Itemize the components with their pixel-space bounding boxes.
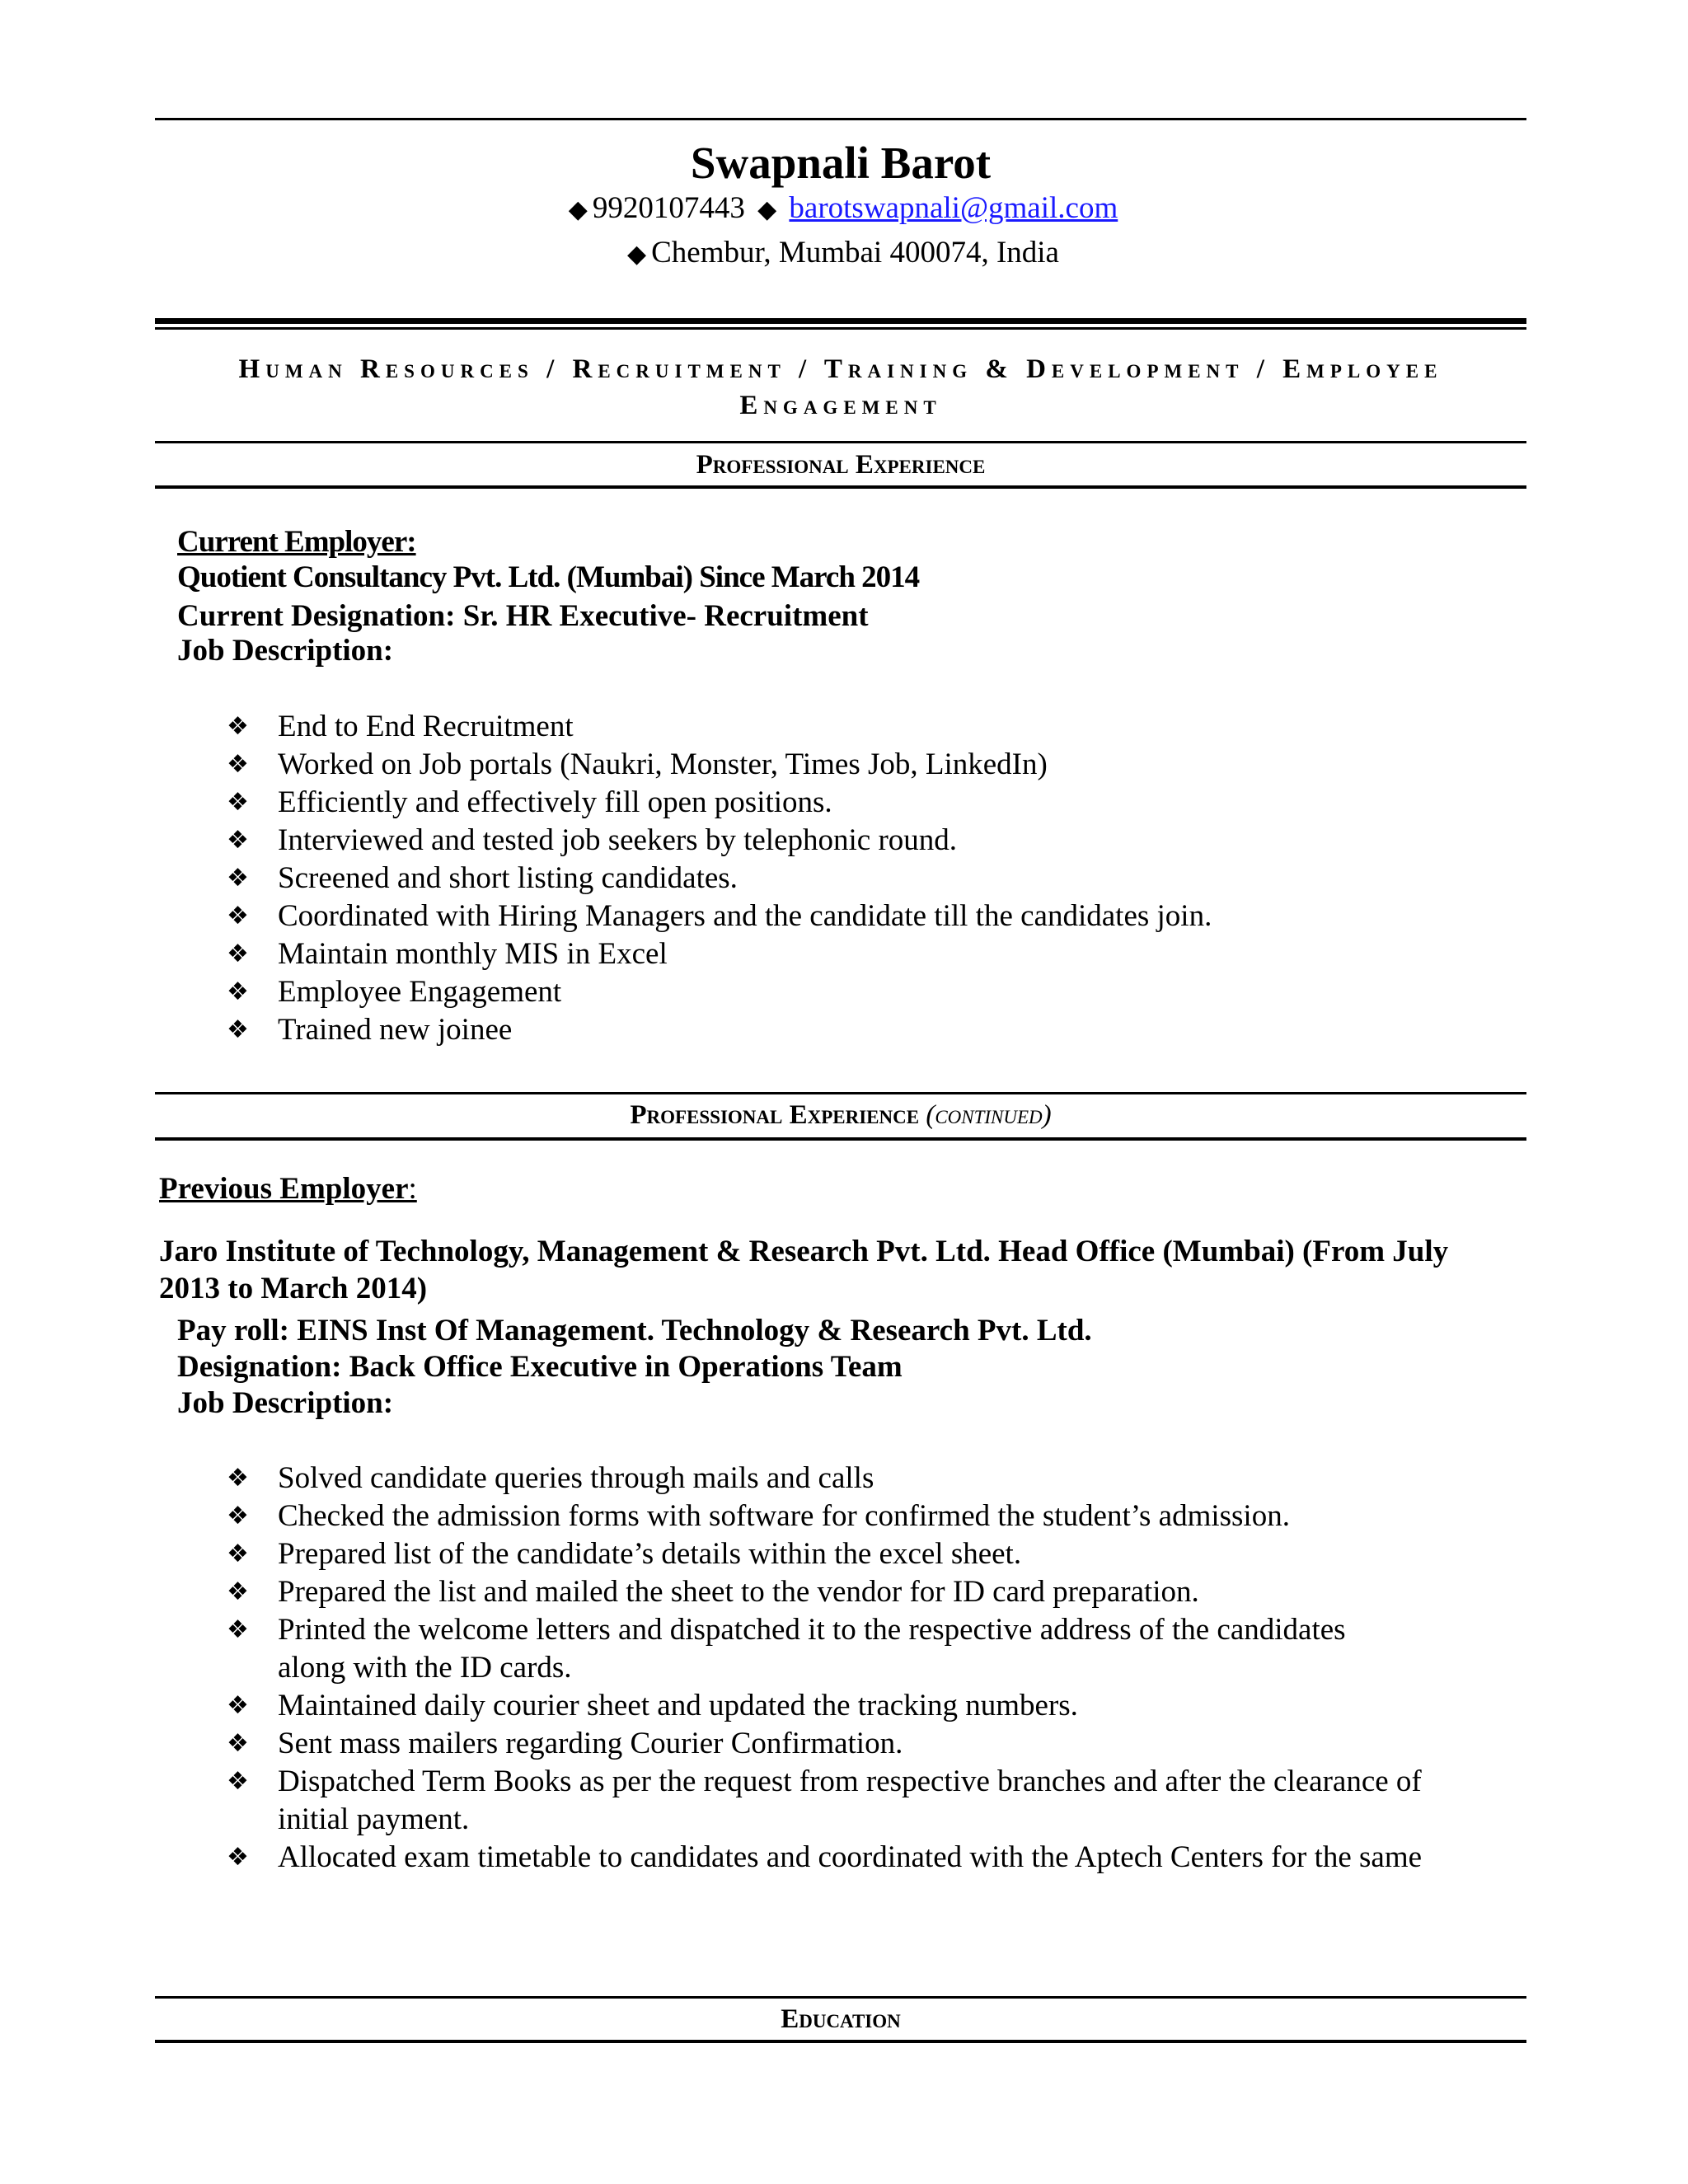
diamond-icon: ◆ bbox=[568, 195, 588, 224]
list-item: ❖ Maintain monthly MIS in Excel bbox=[227, 935, 1512, 973]
list-item: ❖ Employee Engagement bbox=[227, 973, 1512, 1011]
list-item: ❖ Sent mass mailers regarding Courier Confirmation. bbox=[227, 1725, 1479, 1763]
bullet-icon: ❖ bbox=[227, 1015, 249, 1044]
previous-company: Jaro Institute of Technology, Management & Research Pvt. Ltd. Head Office (Mumbai) (From July 2013 to March 2014) bbox=[159, 1235, 1449, 1305]
phone-number: 9920107443 bbox=[592, 191, 745, 225]
section-rule bbox=[155, 441, 1526, 443]
bullet-icon: ❖ bbox=[227, 977, 249, 1006]
bullet-icon: ❖ bbox=[227, 1843, 249, 1872]
list-item: ❖ Prepared list of the candidate’s details within the excel sheet. bbox=[227, 1535, 1479, 1573]
bullet-icon: ❖ bbox=[227, 864, 249, 893]
header-rule-thick bbox=[155, 318, 1526, 324]
bullet-icon: ❖ bbox=[227, 1577, 249, 1606]
continued-note: (continued) bbox=[926, 1100, 1052, 1130]
list-item: ❖ End to End Recruitment bbox=[227, 708, 1512, 746]
list-item: ❖ Interviewed and tested job seekers by telephonic round. bbox=[227, 822, 1512, 860]
current-jd-label: Job Description: bbox=[177, 634, 394, 668]
diamond-icon: ◆ bbox=[757, 195, 777, 224]
current-employer-label: Current Employer: bbox=[177, 525, 416, 559]
address: Chembur, Mumbai 400074, India bbox=[651, 236, 1059, 269]
current-company: Quotient Consultancy Pvt. Ltd. (Mumbai) Since March 2014 bbox=[177, 560, 920, 594]
section-rule bbox=[155, 1137, 1526, 1141]
header-rule-thin bbox=[155, 327, 1526, 330]
bullet-icon: ❖ bbox=[227, 1691, 249, 1720]
previous-payroll: Pay roll: EINS Inst Of Management. Technology & Research Pvt. Ltd. bbox=[177, 1314, 1092, 1347]
list-item: ❖ Printed the welcome letters and dispatched it to the respective address of the candidates along with the ID cards. bbox=[227, 1613, 1346, 1685]
diamond-icon: ◆ bbox=[627, 240, 647, 269]
section-rule bbox=[155, 1092, 1526, 1094]
list-item: ❖ Coordinated with Hiring Managers and the candidate till the candidates join. bbox=[227, 898, 1512, 935]
section-rule bbox=[155, 485, 1526, 489]
bullet-icon: ❖ bbox=[227, 750, 249, 779]
email-link[interactable]: barotswapnali@gmail.com bbox=[789, 191, 1118, 225]
list-item: ❖ Prepared the list and mailed the sheet to the vendor for ID card preparation. bbox=[227, 1573, 1479, 1611]
address-line bbox=[155, 232, 1526, 275]
list-item: ❖ Trained new joinee bbox=[227, 1011, 1512, 1049]
previous-designation: Designation: Back Office Executive in Operations Team bbox=[177, 1350, 903, 1384]
bullet-icon: ❖ bbox=[227, 1615, 249, 1644]
previous-employer-label: Previous Employer: bbox=[159, 1172, 417, 1206]
candidate-name: Swapnali Barot bbox=[690, 138, 992, 188]
section-title-experience: Professional Experience bbox=[696, 450, 986, 480]
bullet-icon: ❖ bbox=[227, 1464, 249, 1493]
section-title-education: Education bbox=[781, 2004, 901, 2034]
list-item: ❖ Allocated exam timetable to candidates and coordinated with the Aptech Centers for the same bbox=[227, 1839, 1479, 1877]
bullet-icon: ❖ bbox=[227, 1729, 249, 1758]
career-headline: Human Resources / Recruitment / Training & Development / Employee Engagement bbox=[238, 354, 1443, 420]
bullet-icon: ❖ bbox=[227, 1502, 249, 1530]
bullet-icon: ❖ bbox=[227, 1767, 249, 1796]
bullet-icon: ❖ bbox=[227, 826, 249, 855]
list-item: ❖ Checked the admission forms with software for confirmed the student’s admission. bbox=[227, 1497, 1479, 1535]
contact-line bbox=[155, 188, 1526, 231]
designation-value: : Sr. HR Executive- Recruitment bbox=[445, 599, 869, 633]
section-title-experience-continued: Professional Experience (continued) bbox=[630, 1100, 1052, 1130]
list-item: ❖ Maintained daily courier sheet and updated the tracking numbers. bbox=[227, 1687, 1479, 1725]
section-rule bbox=[155, 1996, 1526, 1999]
current-designation bbox=[177, 598, 869, 635]
list-item: ❖ Dispatched Term Books as per the request from respective branches and after the clearance of initial payment. bbox=[227, 1765, 1422, 1836]
top-rule bbox=[155, 118, 1526, 120]
bullet-icon: ❖ bbox=[227, 1540, 249, 1568]
list-item: ❖ Worked on Job portals (Naukri, Monster, Times Job, LinkedIn) bbox=[227, 746, 1512, 784]
list-item: ❖ Efficiently and effectively fill open positions. bbox=[227, 784, 1512, 822]
previous-duties-list bbox=[227, 1460, 1479, 1877]
bullet-icon: ❖ bbox=[227, 788, 249, 817]
section-rule bbox=[155, 2040, 1526, 2043]
bullet-icon: ❖ bbox=[227, 902, 249, 930]
designation-label: Current Designation bbox=[177, 599, 446, 633]
list-item: ❖ Screened and short listing candidates. bbox=[227, 860, 1512, 898]
bullet-icon: ❖ bbox=[227, 712, 249, 741]
list-item: ❖ Solved candidate queries through mails and calls bbox=[227, 1460, 1479, 1497]
current-duties-list bbox=[227, 708, 1512, 1049]
previous-jd-label: Job Description: bbox=[177, 1386, 394, 1420]
bullet-icon: ❖ bbox=[227, 940, 249, 968]
